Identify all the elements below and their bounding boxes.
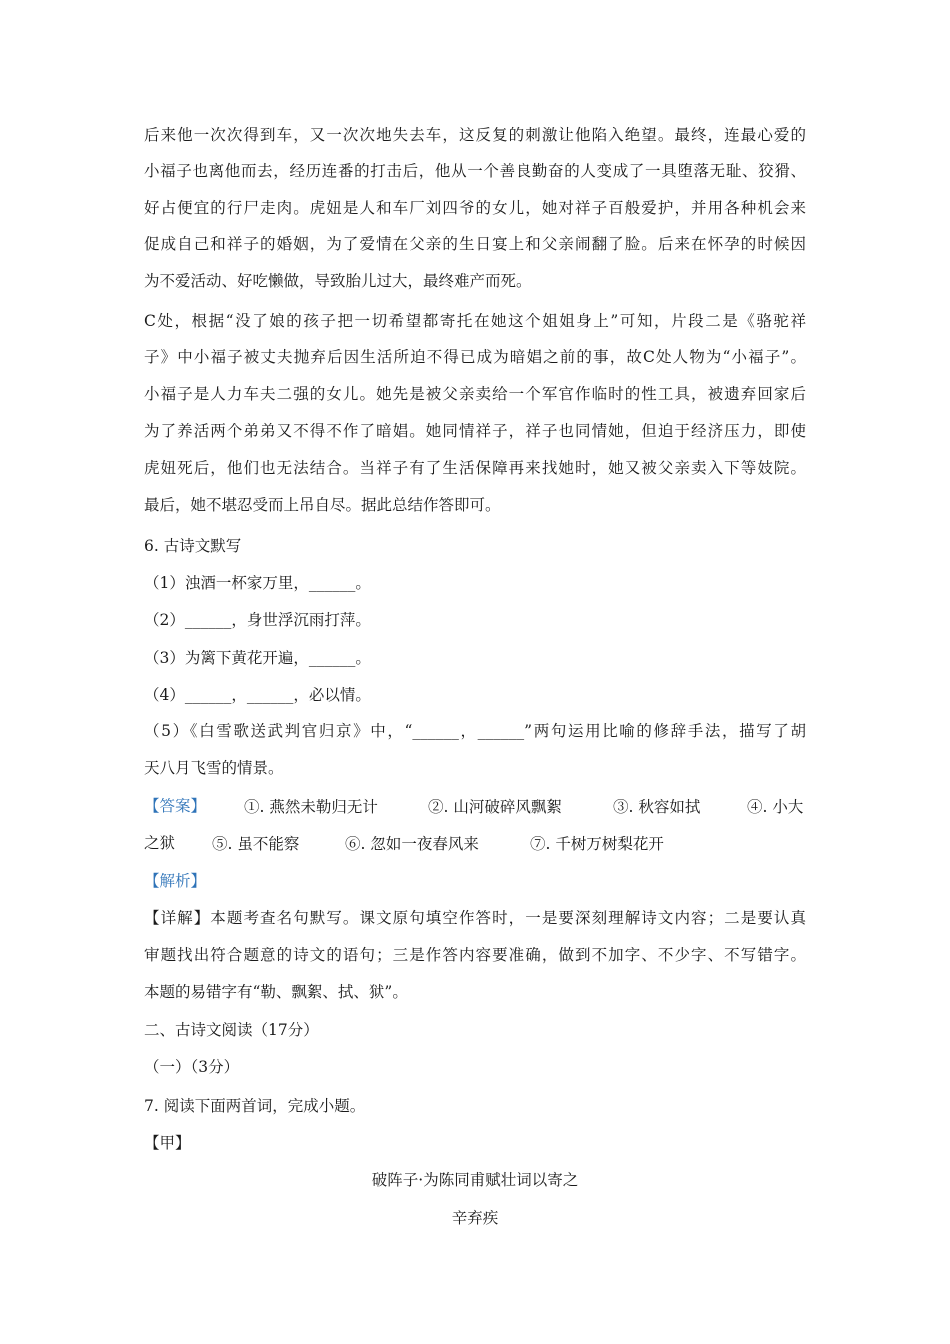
text-line: 促成自己和祥子的婚姻，为了爱情在父亲的生日宴上和父亲闹翻了脸。后来在怀孕的时候因: [144, 235, 806, 253]
question-item: 天八月飞雪的情景。: [144, 759, 284, 777]
section-heading: 二、古诗文阅读（17分）: [144, 1021, 319, 1039]
text-line: C处，根据“没了娘的孩子把一切希望都寄托在她这个姐姐身上”可知，片段二是《骆驼祥: [144, 312, 806, 330]
answer-item: ⑥. 忽如一夜春风来: [345, 835, 479, 853]
answer-item: ④. 小大: [747, 798, 804, 816]
answer-item: 之狱: [144, 834, 176, 852]
poem-marker: 【甲】: [144, 1134, 191, 1152]
question-title: 6. 古诗文默写: [144, 537, 242, 555]
detail-line: 【详解】本题考查名句默写。课文原句填空作答时，一是要深刻理解诗文内容；二是要认真: [144, 909, 806, 927]
question-item: （1）浊酒一杯家万里，______。: [144, 574, 371, 592]
text-line: 小福子也离他而去，经历连番的打击后，他从一个善良勤奋的人变成了一具堕落无耻、狡猾、: [144, 162, 806, 180]
answer-label: 【答案】: [144, 797, 207, 815]
question-item: （4）______，______，必以情。: [144, 686, 371, 704]
detail-line: 本题的易错字有“勒、飘絮、拭、狱”。: [144, 983, 408, 1001]
detail-line: 审题找出符合题意的诗文的语句；三是作答内容要准确，做到不加字、不少字、不写错字。: [144, 946, 806, 964]
text-line: 子》中小福子被丈夫抛弃后因生活所迫不得已成为暗娼之前的事，故C处人物为“小福子”。: [144, 348, 806, 366]
question-item: （3）为篱下黄花开遍，______。: [144, 649, 371, 667]
answer-item: ①. 燕然未勒归无计: [244, 798, 378, 816]
poem-title: 破阵子·为陈同甫赋壮词以寄之: [371, 1171, 579, 1189]
answer-item: ③. 秋容如拭: [613, 798, 701, 816]
question-title: 7. 阅读下面两首词，完成小题。: [144, 1097, 366, 1115]
poem-author: 辛弃疾: [451, 1209, 499, 1227]
question-item: （5）《白雪歌送武判官归京》中，“______，______”两句运用比喻的修辞手法，描写了胡: [144, 722, 806, 740]
text-line: 为了养活两个弟弟又不得不作了暗娼。她同情祥子，祥子也同情她，但迫于经济压力，即使: [144, 422, 806, 440]
answer-item: ⑤. 虽不能察: [212, 835, 300, 853]
text-line: 虎妞死后，他们也无法结合。当祥子有了生活保障再来找她时，她又被父亲卖入下等妓院。: [144, 459, 806, 477]
analysis-label: 【解析】: [144, 872, 207, 890]
subsection-heading: （一）（3分）: [144, 1058, 240, 1076]
text-line: 为不爱活动、好吃懒做，导致胎儿过大，最终难产而死。: [144, 272, 532, 290]
question-item: （2）______，身世浮沉雨打萍。: [144, 611, 371, 629]
answer-item: ②. 山河破碎风飘絮: [428, 798, 562, 816]
text-line: 最后，她不堪忍受而上吊自尽。据此总结作答即可。: [144, 496, 501, 514]
text-line: 后来他一次次得到车，又一次次地失去车，这反复的刺激让他陷入绝望。最终，连最心爱的: [144, 126, 806, 144]
answer-item: ⑦. 千树万树梨花开: [530, 835, 664, 853]
text-line: 小福子是人力车夫二强的女儿。她先是被父亲卖给一个军官作临时的性工具，被遗弃回家后: [144, 385, 806, 403]
text-line: 好占便宜的行尸走肉。虎妞是人和车厂刘四爷的女儿，她对祥子百般爱护，并用各种机会来: [144, 199, 806, 217]
